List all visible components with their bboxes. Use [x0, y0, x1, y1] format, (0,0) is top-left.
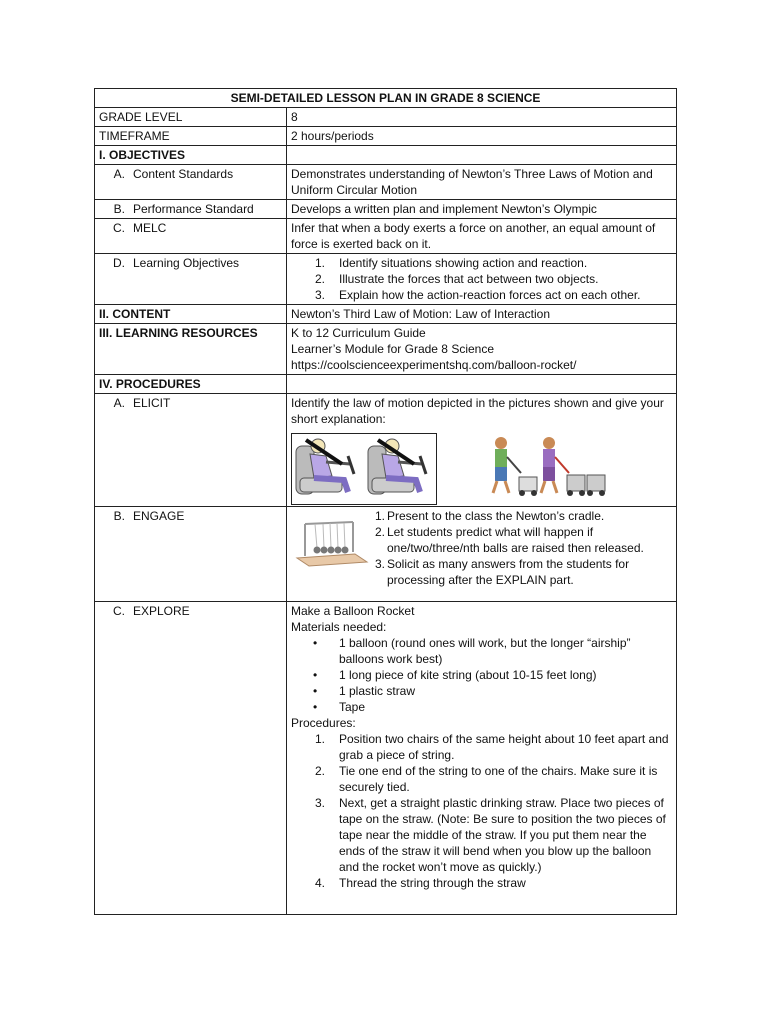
grade-level-label: GRADE LEVEL — [95, 108, 287, 127]
list-text: Present to the class the Newton’s cradle. — [387, 509, 605, 523]
learning-objectives-label: Learning Objectives — [133, 256, 240, 270]
list-text: Solicit as many answers from the students for processing after the EXPLAIN part. — [387, 557, 630, 587]
list-number: 4. — [314, 876, 325, 890]
list-text: 1 balloon (round ones will work, but the longer “airship” balloons work best) — [339, 636, 631, 666]
list-item — [291, 763, 672, 795]
list-text: 1 long piece of kite string (about 10-15 feet long) — [339, 668, 597, 682]
grade-level-row — [95, 108, 677, 127]
list-item — [291, 875, 672, 891]
performance-standard-row — [95, 200, 677, 219]
list-number: 1. — [314, 732, 325, 746]
explore-row — [95, 602, 677, 915]
list-item — [291, 635, 672, 667]
list-number: 1. — [314, 256, 325, 270]
list-text: Identify situations showing action and reaction. — [339, 256, 588, 270]
content-standards-letter: A. — [113, 167, 125, 181]
elicit-label-cell — [95, 394, 287, 507]
list-text: Position two chairs of the same height about 10 feet apart and grab a piece of string. — [339, 732, 669, 762]
list-text: Tie one end of the string to one of the chairs. Make sure it is securely tied. — [339, 764, 658, 794]
document-title: SEMI-DETAILED LESSON PLAN IN GRADE 8 SCIENCE — [95, 89, 677, 108]
list-item — [291, 731, 672, 763]
procedure-steps-list — [291, 731, 672, 891]
performance-standard-value: Develops a written plan and implement Newton’s Olympic — [287, 200, 677, 219]
resources-row — [95, 324, 677, 375]
procedures-heading-row — [95, 375, 677, 394]
list-number: 3. — [374, 557, 385, 571]
empty-cell — [287, 375, 677, 394]
bullet-icon: • — [313, 700, 318, 714]
content-standards-row — [95, 165, 677, 200]
list-item — [291, 255, 672, 271]
resource-line: Learner’s Module for Grade 8 Science — [291, 342, 495, 356]
newtons-cradle-icon — [295, 518, 369, 568]
list-item — [291, 683, 672, 699]
melc-letter: C. — [113, 221, 125, 235]
engage-row — [95, 507, 677, 602]
engage-list — [373, 508, 672, 588]
list-item — [373, 508, 672, 524]
timeframe-row — [95, 127, 677, 146]
melc-value: Infer that when a body exerts a force on another, an equal amount of force is exerted back on it. — [287, 219, 677, 254]
content-standards-value: Demonstrates understanding of Newton’s Three Laws of Motion and Uniform Circular Motion — [287, 165, 677, 200]
list-item — [291, 667, 672, 683]
melc-label-cell — [95, 219, 287, 254]
content-standards-label-cell — [95, 165, 287, 200]
list-item — [291, 271, 672, 287]
elicit-pictures — [291, 433, 672, 505]
learning-objectives-label-cell — [95, 254, 287, 305]
seated-drivers-icon — [292, 434, 436, 504]
engage-content — [291, 508, 672, 600]
seatbelt-illustration — [291, 433, 437, 505]
explore-title: Make a Balloon Rocket — [291, 604, 415, 618]
objectives-heading-row — [95, 146, 677, 165]
timeframe-label: TIMEFRAME — [95, 127, 287, 146]
list-number: 3. — [314, 288, 325, 302]
list-item — [291, 287, 672, 303]
performance-standard-letter: B. — [113, 202, 125, 216]
bullet-icon: • — [313, 636, 318, 650]
explore-letter: C. — [113, 604, 125, 618]
title-row — [95, 89, 677, 108]
list-item — [291, 699, 672, 715]
list-number: 3. — [314, 796, 325, 810]
melc-label: MELC — [133, 221, 167, 235]
list-text: Let students predict what will happen if one/two/three/nth balls are raised then released. — [387, 525, 644, 555]
content-heading: II. CONTENT — [95, 305, 287, 324]
resource-link: https://coolscienceexperimentshq.com/balloon-rocket/ — [291, 358, 577, 372]
content-standards-label: Content Standards — [133, 167, 234, 181]
engage-cell — [287, 507, 677, 602]
kids-pulling-wagons-icon — [487, 433, 623, 503]
learning-objectives-list — [291, 255, 672, 303]
list-text: Explain how the action-reaction forces act on each other. — [339, 288, 641, 302]
materials-label: Materials needed: — [291, 620, 387, 634]
procedures-label: Procedures: — [291, 716, 356, 730]
explore-label-cell — [95, 602, 287, 915]
list-item — [291, 795, 672, 875]
list-text: Next, get a straight plastic drinking straw. Place two pieces of tape on the straw. (Note: Be sure to position the two pieces of tape near the middle of the straw. If you put them near the ends of the straw it will bend when you blow up the balloon and the rocket won’t move as quickly.) — [339, 796, 666, 874]
resources-cell — [287, 324, 677, 375]
explore-label: EXPLORE — [133, 604, 190, 618]
melc-row — [95, 219, 677, 254]
engage-label: ENGAGE — [133, 509, 185, 523]
content-value: Newton’s Third Law of Motion: Law of Interaction — [287, 305, 677, 324]
timeframe-value: 2 hours/periods — [287, 127, 677, 146]
elicit-row — [95, 394, 677, 507]
list-number: 1. — [374, 509, 385, 523]
procedures-heading: IV. PROCEDURES — [95, 375, 287, 394]
bullet-icon: • — [313, 684, 318, 698]
elicit-cell — [287, 394, 677, 507]
lesson-plan-table — [94, 88, 677, 915]
elicit-letter: A. — [113, 396, 125, 410]
materials-list — [291, 635, 672, 715]
list-number: 2. — [314, 764, 325, 778]
engage-label-cell — [95, 507, 287, 602]
engage-letter: B. — [113, 509, 125, 523]
list-text: Tape — [339, 700, 366, 714]
list-item — [373, 556, 672, 588]
learning-objectives-cell — [287, 254, 677, 305]
list-text: Thread the string through the straw — [339, 876, 526, 890]
elicit-label: ELICIT — [133, 396, 171, 410]
list-text: 1 plastic straw — [339, 684, 416, 698]
elicit-text: Identify the law of motion depicted in the pictures shown and give your short explanation: — [291, 396, 664, 426]
resource-line: K to 12 Curriculum Guide — [291, 326, 426, 340]
resources-heading: III. LEARNING RESOURCES — [95, 324, 287, 375]
list-item — [373, 524, 672, 556]
list-number: 2. — [374, 525, 385, 539]
content-row — [95, 305, 677, 324]
performance-standard-label: Performance Standard — [133, 202, 254, 216]
performance-standard-label-cell — [95, 200, 287, 219]
bullet-icon: • — [313, 668, 318, 682]
list-text: Illustrate the forces that act between two objects. — [339, 272, 599, 286]
explore-cell — [287, 602, 677, 915]
empty-cell — [287, 146, 677, 165]
grade-level-value: 8 — [287, 108, 677, 127]
list-number: 2. — [314, 272, 325, 286]
objectives-heading: I. OBJECTIVES — [95, 146, 287, 165]
learning-objectives-letter: D. — [113, 256, 125, 270]
learning-objectives-row — [95, 254, 677, 305]
